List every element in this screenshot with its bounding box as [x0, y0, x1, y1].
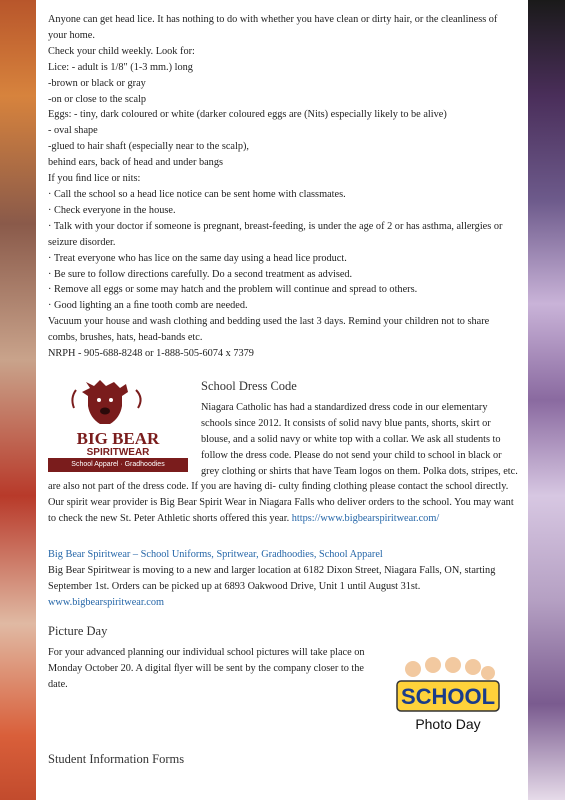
picture-day-title: Picture Day [48, 623, 108, 638]
lice-line: Lice: - adult is 1/8" (1-3 mm.) long [48, 61, 193, 73]
lice-line: NRPH - 905-688-8248 or 1-888-505-6074 x 7379 [48, 348, 254, 360]
bigbear-body: Big Bear Spiritwear is moving to a new and larger location at 6182 Dixon Street, Niagara Falls, ON, starting September 1st. Orders can be picked up at 6893 Oakwood Drive, Unit 1 until August 31st. [48, 565, 496, 592]
lice-line: · Be sure to follow directions carefully. Do a second treatment as advised. [48, 268, 353, 280]
dress-code-body: Niagara Catholic has had a standardized dress code in our elementary schools since 2012. It consists of solid navy blue pants, shorts, skirt or blouse, and a solid navy or white top with a collar. We ask all students to follow the dress code. Please do not send your child to school in black or grey clothing or shirts that have Team logos on them. Polka dots, stripes, etc. are also not part of the dress code. If you are having di- culty ﬁnding clothing please contact the school directly. Our spirit wear provider is Big Bear Spirit Wear in Niagara Falls who deliver orders to the school. You may want to check the new St. Peter Athletic shorts offered this year. https://www.bigbearspiritwear.com/ [48, 401, 518, 525]
picture-day-section [48, 645, 518, 741]
lice-line: If you ﬁnd lice or nits: [48, 173, 141, 185]
lice-line: Check your child weekly. Look for: [48, 45, 195, 57]
bigbear-link-title[interactable]: Big Bear Spiritwear – School Uniforms, Spritwear, Gradhoodies, School Apparel [48, 549, 383, 561]
logo-tagline: School Apparel · Gradhoodies [48, 458, 188, 472]
bear-head-icon [82, 380, 128, 424]
lice-line: · Good lighting an a ﬁne tooth comb are needed. [48, 300, 248, 312]
photo-logo-word: SCHOOL [400, 683, 496, 709]
picture-day-body: For your advanced planning our individual school pictures will take place on Monday October 20. A digital ﬂyer will be sent by the company closer to the date. [48, 646, 365, 690]
lice-line: -brown or black or gray [48, 77, 146, 89]
lice-line: - oval shape [48, 125, 98, 137]
lice-line: Eggs: - tiny, dark coloured or white (darker coloured eggs are (Nits) especially likely to be alive) [48, 109, 447, 121]
newsletter-content [36, 0, 528, 800]
lice-line: -glued to hair shaft (especially near to the scalp), [48, 141, 249, 153]
head-lice-section [48, 12, 518, 362]
bigbear-url-link[interactable]: www.bigbearspiritwear.com [48, 596, 164, 608]
student-forms-title: Student Information Forms [48, 751, 185, 766]
background-right-photo [528, 0, 565, 800]
lice-line: · Treat everyone who has lice on the same day using a head lice product. [48, 252, 347, 264]
logo-small-text: SPIRITWEAR [86, 446, 150, 458]
lice-line: · Remove all eggs or some may hatch and the problem will continue and spread to others. [48, 284, 418, 296]
lice-line: · Check everyone in the house. [48, 204, 176, 216]
lice-line: Vacuum your house and wash clothing and bedding used the last 3 days. Remind your children not to share combs, brushes, hats, head-bands etc. [48, 316, 490, 344]
dress-code-section [48, 378, 518, 527]
lice-line: Anyone can get head lice. It has nothing to do with whether you have clean or dirty hair, or the cleanliness of your home. [48, 14, 498, 41]
school-photo-day-logo [393, 655, 503, 737]
logo-big-text: BIG BEAR [76, 428, 160, 448]
dress-code-title: School Dress Code [201, 378, 297, 393]
photo-logo-sub: Photo Day [415, 715, 481, 732]
lice-line: · Talk with your doctor if someone is pregnant, breast-feeding, is under the age of 2 or has asthma, allergies or seizure disorder. [48, 220, 503, 248]
background-left-photo [0, 0, 36, 800]
lice-line: behind ears, back of head and under bangs [48, 157, 223, 169]
lice-line: -on or close to the scalp [48, 93, 147, 105]
bigbear-site-link[interactable]: https://www.bigbearspiritwear.com/ [291, 513, 440, 525]
lice-line: · Call the school so a head lice notice can be sent home with classmates. [48, 188, 346, 200]
